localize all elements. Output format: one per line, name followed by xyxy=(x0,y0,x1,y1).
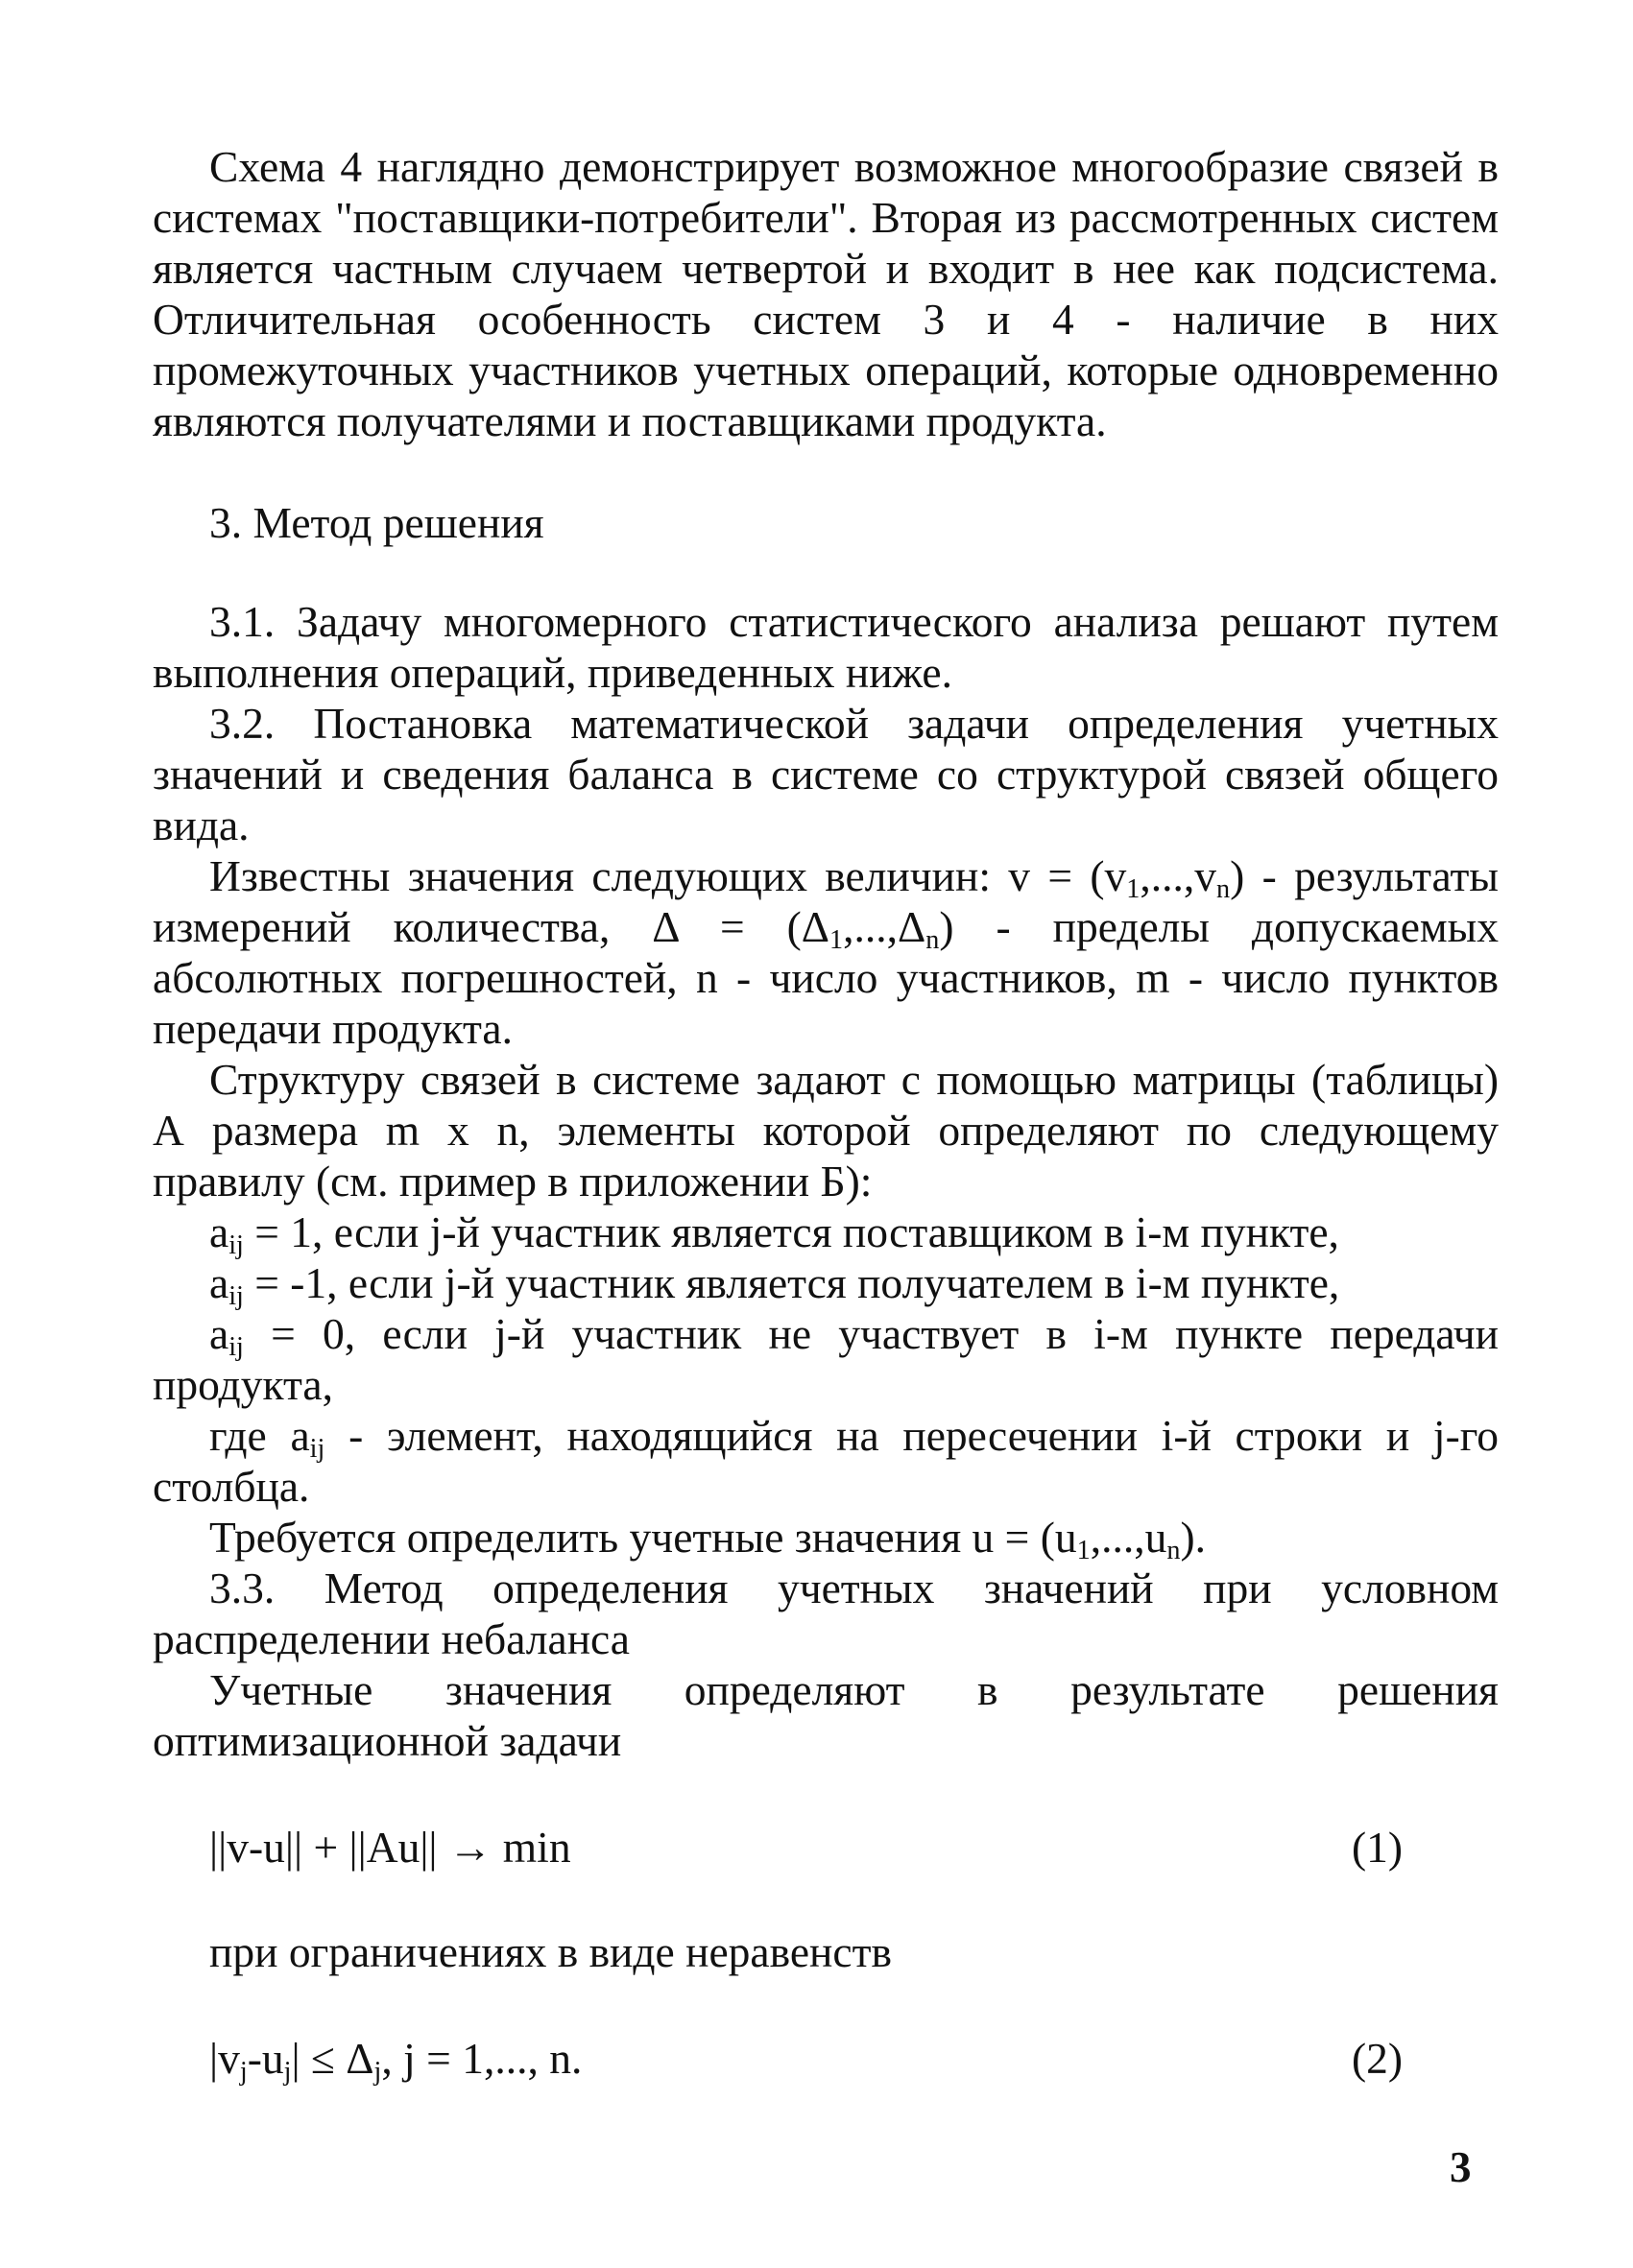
page-number: 3 xyxy=(1450,2143,1472,2191)
formula-2 xyxy=(153,2033,1499,2088)
rule-not-participating: $a_{ij} = 0$, если j-й участник не участвует в i-м пункте передачи продукта, xyxy=(153,1309,1499,1409)
section-heading: 3. Метод решения xyxy=(209,498,544,547)
rule-receiver: $a_{ij} = -1$, если j-й участник является получателем в i-м пункте, xyxy=(209,1258,1340,1312)
item-3-2: 3.2. Постановка математической задачи определения учетных значений и сведения баланса в системе со структурой связей общего вида. xyxy=(153,699,1499,849)
page-content xyxy=(153,141,1500,2088)
intro-paragraph: Схема 4 наглядно демонстрирует возможное многообразие связей в системах "поставщики-потребители". Вторая из рассмотренных систем является частным случаем четвертой и входит в нее как подсистема. Отличительная особенность систем 3 и 4 - наличие в них промежуточных участников учетных операций, которые одновременно являются получателями и поставщиками продукта. xyxy=(153,142,1499,445)
element-definition: где $a_{ij}$ - элемент, находящийся на пересечении i-й строки и j-го столбца. xyxy=(153,1411,1500,1511)
structure-paragraph: Структуру связей в системе задают с помощью матрицы (таблицы) А размера m x n, элементы которой определяют по следующему правилу (см. пример в приложении Б): xyxy=(153,1055,1499,1206)
known-values-paragraph: Известны значения следующих величин: $v = (v_1,...,v_n)$ - результаты измерений количества, $\Delta = (\Delta_1,...,\Delta_n)$ - пределы допускаемых абсолютных погрешностей, n - число участников, m - число пунктов передачи продукта. xyxy=(153,851,1499,1053)
formula-1-number: (1) xyxy=(1351,1823,1403,1872)
accounting-values-paragraph: Учетные значения определяют в результате решения оптимизационной задачи xyxy=(153,1665,1499,1765)
item-3-1: 3.1. Задачу многомерного статистического анализа решают путем выполнения операций, приведенных ниже. xyxy=(153,597,1499,697)
rule-supplier: $a_{ij} = 1$, если j-й участник является поставщиком в i-м пункте, xyxy=(209,1207,1339,1261)
formula-1-expression: ||v-u|| + ||Au|| → min xyxy=(209,1823,571,1872)
formula-2-expression: $|v_j-u_j| \le \Delta_j$, j = 1,..., n. xyxy=(209,2034,583,2088)
formula-1 xyxy=(153,1822,1499,1873)
formula-2-number: (2) xyxy=(1351,2034,1403,2083)
constraints-text: при ограничениях в виде неравенств xyxy=(209,1927,892,1976)
required-values: Требуется определить учетные значения $u = (u_1,...,u_n)$. xyxy=(209,1513,1206,1566)
item-3-3: 3.3. Метод определения учетных значений при условном распределении небаланса xyxy=(153,1564,1499,1663)
